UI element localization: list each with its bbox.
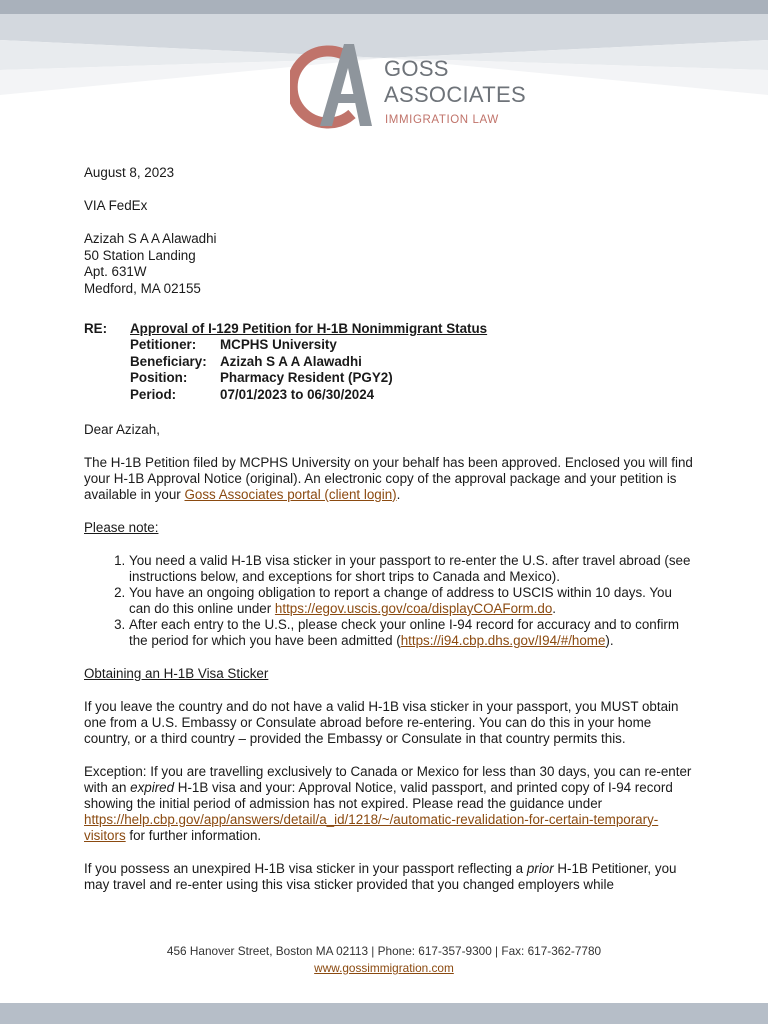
- note-text: You have an ongoing obligation to report a change of address to USCIS within 10 days. You can do this online under: [129, 584, 672, 616]
- re-key: Period:: [130, 387, 177, 403]
- re-line: [84, 321, 694, 337]
- re-value: 07/01/2023 to 06/30/2024: [220, 387, 375, 403]
- salutation: Dear Azizah,: [84, 421, 160, 437]
- i94-link[interactable]: https://i94.cbp.dhs.gov/I94/#/home: [400, 632, 606, 648]
- re-key: Position:: [130, 370, 188, 386]
- firm-logo-icon: [290, 40, 372, 132]
- re-row: [130, 387, 694, 404]
- list-item: [129, 553, 694, 585]
- re-value: MCPHS University: [220, 337, 337, 352]
- note-text: After each entry to the U.S., please check your online I-94 record for accuracy and to confirm the period for which you have been admitted (: [129, 616, 680, 648]
- intro-text: The H-1B Petition filed by MCPHS University on your behalf has been approved. Enclosed you will find your H-1B Approval Notice (original). An electronic copy of the approval package and your petition is available in your: [84, 454, 693, 502]
- list-item: [129, 585, 694, 617]
- firm-subtitle: IMMIGRATION LAW: [385, 114, 499, 126]
- re-row: [130, 354, 694, 371]
- re-key: Petitioner:: [130, 337, 197, 352]
- visa-paragraph: If you leave the country and do not have a valid H-1B visa sticker in your passport, you MUST obtain one from a U.S. Embassy or Consulate abroad before re-entering. You can do this in your home country, or a third country – provided the Embassy or Consulate in that country permits this.: [84, 698, 679, 746]
- re-details: [130, 337, 694, 404]
- firm-name-line2: ASSOCIATES: [384, 82, 526, 107]
- letter-date: August 8, 2023: [84, 165, 175, 180]
- portal-link[interactable]: Goss Associates portal (client login): [184, 486, 397, 502]
- notes-list: [84, 553, 694, 649]
- prior-emphasis: prior: [526, 860, 554, 876]
- firm-name: [384, 56, 526, 108]
- address-line: 50 Station Landing: [84, 247, 196, 263]
- footer-address: 456 Hanover Street, Boston MA 02113 | Phone: 617-357-9300 | Fax: 617-362-7780: [166, 944, 602, 958]
- exception-end: for further information.: [125, 827, 262, 843]
- note-text: You need a valid H-1B visa sticker in your passport to re-enter the U.S. after travel abroad (see instructions below, and exceptions for short trips to Canada and Mexico).: [129, 552, 691, 584]
- prior-text: H-1B Petitioner, you may travel and re-enter using this visa sticker provided that you changed employers while: [84, 860, 677, 892]
- note-end: ).: [605, 632, 614, 648]
- visa-heading: Obtaining an H-1B Visa Sticker: [84, 665, 269, 681]
- note-end: .: [552, 600, 557, 616]
- footer-website-row: [0, 961, 768, 975]
- letter-body: [84, 165, 694, 893]
- intro-end: .: [396, 486, 401, 502]
- delivery-method: VIA FedEx: [84, 198, 148, 213]
- re-label: RE:: [84, 321, 108, 336]
- intro-paragraph: [84, 455, 694, 503]
- exception-paragraph: [84, 764, 694, 844]
- re-subject: Approval of I-129 Petition for H-1B Nonimmigrant Status: [130, 321, 488, 336]
- prior-text: If you possess an unexpired H-1B visa sticker in your passport reflecting a: [84, 860, 527, 876]
- list-item: [129, 617, 694, 649]
- coa-link[interactable]: https://egov.uscis.gov/coa/displayCOAForm.do: [274, 600, 553, 616]
- address-line: Apt. 631W: [84, 264, 147, 279]
- exception-emphasis: expired: [130, 779, 175, 795]
- cbp-link[interactable]: https://help.cbp.gov/app/answers/detail/a_id/1218/~/automatic-revalidation-for-certain-temporary-visitors: [84, 811, 659, 843]
- website-link[interactable]: www.gossimmigration.com: [314, 961, 454, 975]
- re-value: Pharmacy Resident (PGY2): [220, 370, 393, 386]
- re-row: [130, 337, 694, 354]
- footer-band: [0, 1003, 768, 1024]
- re-row: [130, 370, 694, 387]
- prior-paragraph: [84, 861, 694, 893]
- address-line: Medford, MA 02155: [84, 280, 201, 296]
- address-line: Azizah S A A Alawadhi: [84, 231, 217, 246]
- note-heading: Please note:: [84, 519, 159, 535]
- re-key: Beneficiary:: [130, 353, 207, 369]
- recipient-address: [84, 231, 694, 297]
- exception-text: H-1B visa and your: Approval Notice, valid passport, and printed copy of I-94 record showing the initial period of admission has not expired. Please read the guidance under: [84, 779, 673, 811]
- firm-name-line1: GOSS: [384, 56, 449, 81]
- exception-text: Exception: If you are travelling exclusively to Canada or Mexico for less than 30 days, you can re-enter with an: [84, 763, 692, 795]
- re-value: Azizah S A A Alawadhi: [220, 353, 362, 369]
